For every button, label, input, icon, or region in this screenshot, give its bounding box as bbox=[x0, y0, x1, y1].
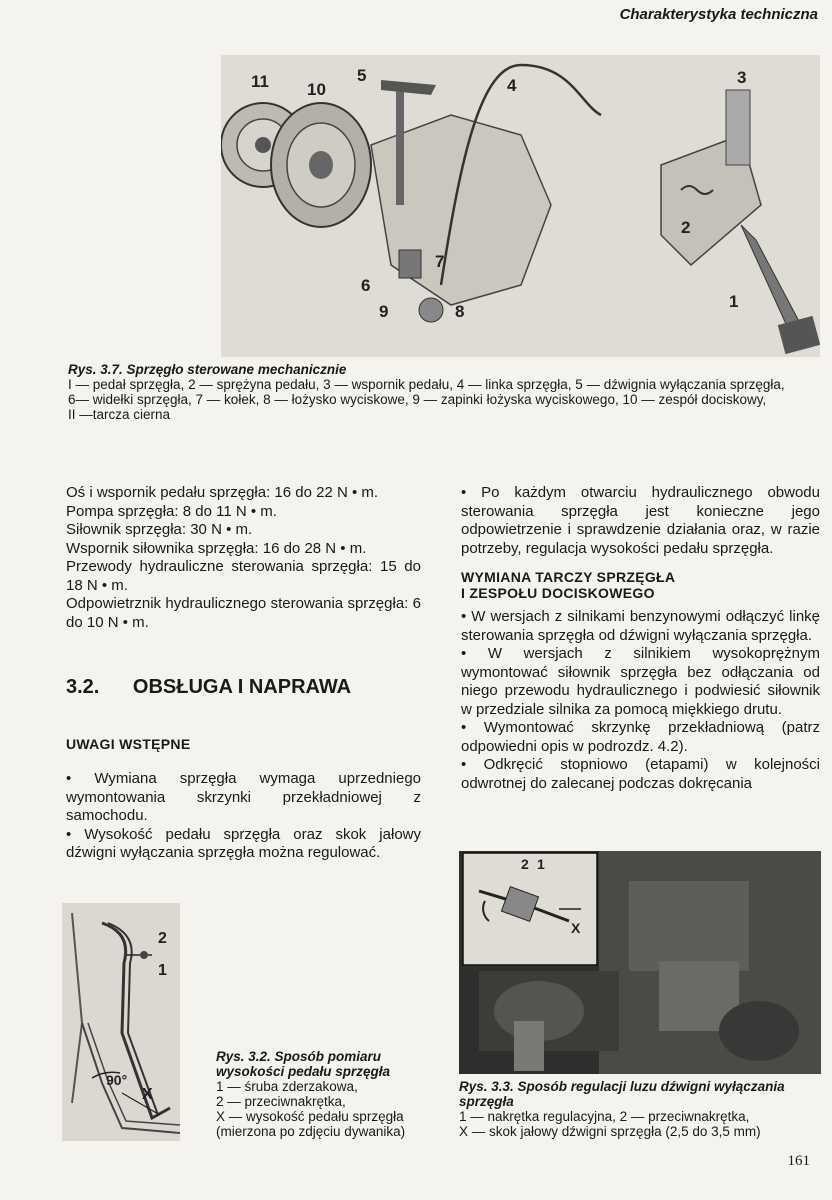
label-4: 4 bbox=[507, 76, 517, 95]
list-item: • Wymontować skrzynkę przekładniową (patrz odpowiedni opis w podrozdz. 4.2). bbox=[461, 719, 820, 755]
wymiana-heading bbox=[461, 569, 820, 601]
section-title: OBSŁUGA I NAPRAWA bbox=[132, 676, 352, 698]
list-item: • Odkręcić stopniowo (etapami) w kolejności odwrotnej do zalecanej podczas dokręcania bbox=[461, 756, 820, 792]
label-6: 6 bbox=[361, 276, 371, 295]
label-x: X bbox=[571, 920, 581, 936]
caption-line: 2 — przeciwnakrętka, bbox=[216, 1094, 346, 1109]
section-heading bbox=[66, 676, 426, 699]
running-header: Charakterystyka techniczna bbox=[619, 6, 818, 23]
figure-3-2-caption bbox=[216, 1049, 436, 1139]
label-2: 2 bbox=[681, 218, 691, 237]
list-item: • W wersjach z silnikiem wysokoprężnym wymontować siłownik sprzęgła bez odłączania od niego przewodu hydraulicznego i podwiesić siłownik w przedziale silnika za pomocą miękkiego drutu. bbox=[461, 645, 820, 718]
section-number: 3.2. bbox=[66, 676, 100, 698]
list-item: • W wersjach z silnikami benzynowymi odłączyć linkę sterowania sprzęgła od dźwigni wyłączania sprzęgła. bbox=[461, 608, 820, 644]
caption-line: (mierzona po zdjęciu dywanika) bbox=[216, 1124, 406, 1139]
wymiana-heading-line: I ZESPOŁU DOCISKOWEGO bbox=[461, 585, 655, 601]
list-item: • Wymiana sprzęgła wymaga uprzedniego wymontowania skrzynki przekładniowej z samochodu. bbox=[66, 770, 421, 824]
clutch-exploded-drawing bbox=[221, 55, 820, 357]
label-11: 11 bbox=[251, 72, 269, 91]
label-2: 2 bbox=[158, 930, 167, 947]
spec-line: Oś i wspornik pedału sprzęgła: 16 do 22 N • m. bbox=[66, 484, 379, 501]
uwagi-heading: UWAGI WSTĘPNE bbox=[66, 736, 191, 752]
label-x: X bbox=[142, 1086, 153, 1103]
figure-3-7 bbox=[221, 55, 820, 357]
caption-title: Rys. 3.3. Sposób regulacji luzu dźwigni wyłączania sprzęgła bbox=[459, 1079, 785, 1109]
caption-title: Rys. 3.7. Sprzęgło sterowane mechanicznie bbox=[68, 362, 347, 377]
uwagi-list bbox=[66, 770, 421, 863]
label-5: 5 bbox=[357, 66, 367, 85]
figure-3-2 bbox=[62, 903, 180, 1141]
figure-3-3 bbox=[459, 851, 821, 1074]
spec-line: Przewody hydrauliczne sterowania sprzęgła: 15 do 18 N • m. bbox=[66, 558, 421, 594]
caption-line: 1 — nakrętka regulacyjna, 2 — przeciwnakrętka, bbox=[459, 1109, 750, 1124]
caption-line: II —tarcza cierna bbox=[68, 407, 171, 422]
label-9: 9 bbox=[379, 302, 389, 321]
caption-title: Rys. 3.2. Sposób pomiaru wysokości pedału sprzęgła bbox=[216, 1049, 391, 1079]
label-1: 1 bbox=[729, 292, 739, 311]
caption-line: X — wysokość pedału sprzęgła bbox=[216, 1109, 404, 1124]
label-10: 10 bbox=[307, 80, 326, 99]
label-7: 7 bbox=[435, 252, 445, 271]
caption-line: 6— widełki sprzęgła, 7 — kołek, 8 — łożysko wyciskowe, 9 — zapinki łożyska wyciskowego, 10 — zespół dociskowy, bbox=[68, 392, 767, 407]
figure-3-7-caption bbox=[68, 362, 824, 422]
wymiana-list bbox=[461, 608, 820, 793]
caption-line: X — skok jałowy dźwigni sprzęgła (2,5 do 3,5 mm) bbox=[459, 1124, 761, 1139]
spec-line: Pompa sprzęgła: 8 do 11 N • m. bbox=[66, 502, 277, 520]
torque-specs bbox=[66, 484, 421, 632]
label-8: 8 bbox=[455, 302, 465, 321]
caption-line: 1 — śruba zderzakowa, bbox=[216, 1079, 358, 1094]
right-intro: • Po każdym otwarciu hydraulicznego obwodu sterowania sprzęgła jest konieczne jego odpowietrzenie i sprawdzenie działania oraz, w razie potrzeby, regulacja wysokości pedału sprzęgła. bbox=[461, 484, 820, 557]
label-3: 3 bbox=[737, 68, 747, 87]
wymiana-heading-line: WYMIANA TARCZY SPRZĘGŁA bbox=[461, 569, 676, 585]
pedal-height-drawing bbox=[62, 903, 180, 1141]
angle-label: 90° bbox=[106, 1072, 128, 1088]
caption-line: I — pedał sprzęgła, 2 — sprężyna pedału, 3 — wspornik pedału, 4 — linka sprzęgła, 5 — dźwignia wyłączania sprzęgła, bbox=[68, 377, 785, 392]
label-1: 1 bbox=[537, 856, 545, 872]
spec-line: Wspornik siłownika sprzęgła: 16 do 28 N • m. bbox=[66, 539, 367, 557]
engine-bay-photo bbox=[459, 851, 821, 1074]
spec-line: Odpowietrznik hydraulicznego sterowania sprzęgła: 6 do 10 N • m. bbox=[66, 595, 421, 631]
list-item: • Wysokość pedału sprzęgła oraz skok jałowy dźwigni wyłączania sprzęgła można regulować. bbox=[66, 825, 421, 861]
figure-3-3-caption bbox=[459, 1079, 821, 1139]
label-1: 1 bbox=[158, 962, 167, 979]
label-2: 2 bbox=[521, 856, 529, 872]
page-number: 161 bbox=[787, 1153, 810, 1169]
spec-line: Siłownik sprzęgła: 30 N • m. bbox=[66, 521, 253, 538]
